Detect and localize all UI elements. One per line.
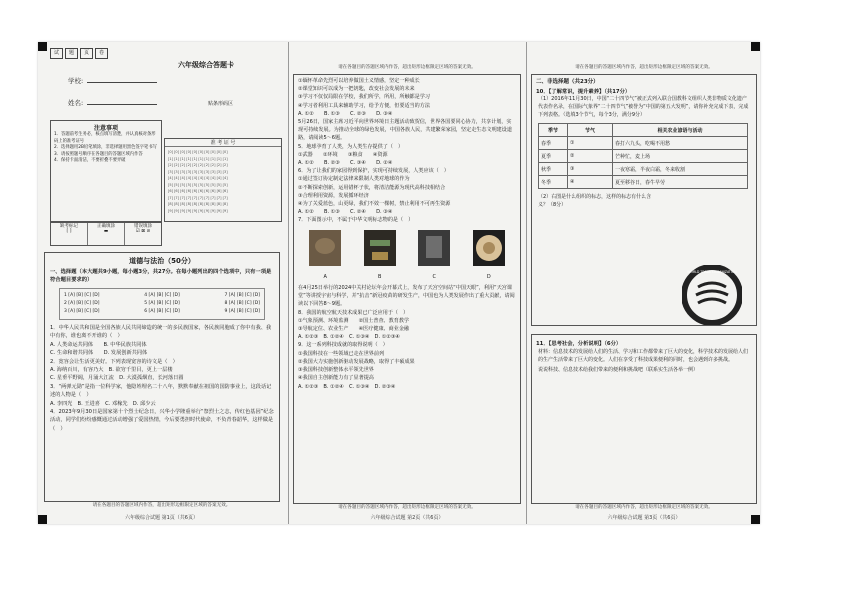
proverb-cell: 春打六九头，吃喝不用愁 <box>613 137 748 150</box>
q10-part2: （2）右图是什么组织的标志，这样的标志有什么含义？（8分） <box>538 194 652 209</box>
table-header: 节气 <box>568 124 613 137</box>
notice-item: 4．保持卡面清洁，不要折叠不要弄破 <box>54 158 126 163</box>
absent-mark[interactable]: 缺考标记 [ ] <box>51 223 88 245</box>
notice-item: 1．答题前考生务必，核点填写清楚，并认真核对条形码上的准考证号 <box>54 132 156 144</box>
answer-area <box>531 74 757 326</box>
question-text: ③学习不仅仅局限在学校，我们所学，所用，所触都是学习 <box>298 94 430 101</box>
question-text: 5月26日，国家主席习近平向世界环境日主题活动致贺信，世界各国要同心协力，共享计划，实现可持续发展。为推动全球的绿色发展，中国各族人民，共建繁荣家园，坚定走生态文明建设道路，请阅读5～6题。 <box>298 119 512 142</box>
q11-text: 材料：信息技术的发展给人们的生活、学习和工作都带来了巨大的变化，科学技术的发展给人们的生产生活带来了巨大的变化。人们在享受了科技成果便利的同时，也会遇到许多挑战。 <box>538 349 749 363</box>
subject-title: 道德与法治（50分） <box>129 257 195 265</box>
answer-area <box>293 74 521 504</box>
answer-item[interactable]: 4 [A] [B] [C] [D] <box>144 293 180 298</box>
page-footer: 六年级综合试题 第2页（共6页） <box>370 515 444 521</box>
answer-item[interactable]: 2 [A] [B] [C] [D] <box>64 301 100 306</box>
exam-number-grid <box>164 138 282 222</box>
q11-ask: 说说科技、信息技术给我们带来的便利和挑战吧（联系实生活各举一例） <box>538 366 699 373</box>
notice-title: 注意事项 <box>93 125 118 132</box>
question-block <box>45 322 279 435</box>
season-cell: 春季 <box>539 137 568 150</box>
notice-item: 3．请按照题号顺序在各题目的答题区域内作答 <box>54 151 143 157</box>
table-header: 季节 <box>539 124 568 137</box>
question-text: ②不断探索创新，运用错杯子状，将清洁能源为现代高科技相结合 <box>298 184 446 191</box>
section2-title: 二、非选择题（共23分） <box>536 79 599 85</box>
table-row <box>539 163 748 176</box>
logo-text: WORLD TRADE ORGANIZATION <box>687 270 737 274</box>
question-text: C. 星垂平野阔，月涌大江流 D. 大漠孤烟直，长河落日圆 <box>50 375 184 382</box>
answer-sheet <box>38 42 760 524</box>
question-text: ①武器 ②环境 ③粮食 ④资源 <box>298 151 388 158</box>
question-text: 3．“两弹元勋”是指一位科学家，他隐姓埋名二十八年，默默奉献在祖国的国防事业上，这段话记述的人物是（ ） <box>50 383 272 399</box>
question-text: ③合理利用资源，发展循环经济 <box>298 192 369 199</box>
column-1 <box>38 42 285 524</box>
artifact-image: A <box>305 228 345 281</box>
question-text: 在4月25日举行的2024中关村论坛年会开幕式上，发布了天宫空间站“中国天眼”，利用“天宫课堂”等讲授宇宙与科学，并“抗击”新冠疫苗的研发生产，中国也为人类发展作出了重大贡献，请阅读以下回答8～9题。 <box>298 285 515 308</box>
school-label: 学校: <box>68 76 157 85</box>
q11-title: 11．【思考社会，分析说明】（6分） <box>536 341 622 347</box>
artifact-image: D <box>469 228 509 281</box>
correct-fill-sample: 正确填涂 ▬ <box>88 223 125 245</box>
card-title: 六年级综合答题卡 <box>178 61 234 69</box>
top-button: 题 <box>65 48 78 59</box>
exam-no-label: 准 考 证 号 <box>165 139 281 147</box>
term-cell[interactable]: ② <box>568 150 613 163</box>
question-text: A. ①② B. ②③ C. ③④ D. ②④ <box>298 160 393 167</box>
artifact-images <box>298 228 516 281</box>
answer-item[interactable]: 6 [A] [B] [C] [D] <box>144 309 180 314</box>
q10-title: 10．【了解常识，提升素养】（共17分） <box>536 89 631 95</box>
number-bubbles: [0] [0] [0] [0] [0] [0] [0] [0] [0] [0] [1] [1] [1] [1] [1] [1] [1] [1] [1] [1] [2] [2] [2] [2] [2] [2] [2] [2] [2] [2] [3] [3] [3] [3] [3] [3] [3] [3] [3] [3] [4] [4] [4] [4] [4] [4] [4] [4] [4] [4] [5] [5] [5] [5] [5] [5] [5] [5] [5] [5] [6] [6] [6] [6] [6] [6] [6] [6] [6] [6] [7] [7] [7] [7] [7] [7] [7] [7] [7] [7] [8] [8] [8] [8] [8] [8] [8] [8] [8] [8] [9] [9] [9] [9] [9] [9] [9] [9] [9] [9] <box>168 150 228 213</box>
page-footer: 六年级综合试题 第1页（共6页） <box>125 515 198 521</box>
question-text: A. ①②③ B. ①②④ C. ①③④ D. ②③④ <box>298 383 396 390</box>
answer-row <box>64 292 260 300</box>
table-row <box>539 137 748 150</box>
question-text: C. 生命和谐共同体 D. 发展创新共同体 <box>50 350 148 357</box>
subject-section <box>44 252 280 502</box>
section1-title: 一、选择题（本大题共9小题，每小题3分，共27分。在每小题列出的四个选项中，只有一项是符合题目要求的） <box>50 269 272 283</box>
artifact-image: B <box>360 228 400 281</box>
top-button: 试 <box>50 48 63 59</box>
table-row <box>539 150 748 163</box>
area-notice: 请在各题目的答题区域内作答，超出矩形边框限定区域的答案无效。 <box>338 65 476 70</box>
question-text: ②我国大力实施创新驱动发展战略，取得了丰硕成果 <box>298 358 415 365</box>
top-button: 卷 <box>95 48 108 59</box>
wrong-fill-sample: 错误填涂 ☑ ⊠ ⊘ <box>134 224 152 234</box>
column-2 <box>288 42 525 524</box>
answer-item[interactable]: 9 [A] [B] [C] [D] <box>224 309 260 314</box>
question-text: ①我国科技在一些领域已走在世界前列 <box>298 350 385 357</box>
proverb-cell: 一夜寒霜，半夜白霜，冬来收割 <box>613 163 748 176</box>
term-cell[interactable]: ④ <box>568 176 613 189</box>
answer-item[interactable]: 3 [A] [B] [C] [D] <box>64 309 100 314</box>
answer-row <box>64 300 260 308</box>
season-cell: 秋季 <box>539 163 568 176</box>
answer-item[interactable]: 7 [A] [B] [C] [D] <box>224 293 260 298</box>
barcode-area: 贴条形码区 <box>208 101 234 107</box>
question-text: A. ①② B. ①③ C. ②③ D. ③④ <box>298 110 393 117</box>
term-cell[interactable]: ③ <box>568 163 613 176</box>
question-text: 7．下面图示中，不属于中华文明标志物的是（ ） <box>298 217 414 224</box>
proverb-cell: 芒种忙，麦上场 <box>613 150 748 163</box>
question-text: A. 海纳百川，有容乃大 B. 欲穷千里目，更上一层楼 <box>50 367 173 374</box>
answer-item[interactable]: 5 [A] [B] [C] [D] <box>144 301 180 306</box>
area-notice: 请在各题目的答题区域内作答，超出矩形边框限定区域的答案无效。 <box>575 505 713 510</box>
question-text: 9．这一系列科技成就的取得说明（ ） <box>298 342 388 349</box>
mask-icon <box>360 228 400 270</box>
question-text: ①通过签订协定制定法律来限制人类对地球的作为 <box>298 176 410 183</box>
proverb-cell: 夏至移谷日，春牛早劳 <box>613 176 748 189</box>
wto-logo-icon <box>682 265 742 325</box>
question-text: ④我国自主创新能力有了显著提高 <box>298 375 374 382</box>
question-text: 2．宽容会让生活更美好。下列表现宽容的诗文是（ ） <box>50 358 178 365</box>
question-block <box>294 75 520 393</box>
term-cell[interactable]: ① <box>568 137 613 150</box>
name-label: 姓名: <box>68 98 157 107</box>
answer-row <box>64 308 260 316</box>
area-notice: 请在各题目的答题区域内作答，超出矩形边框限定区域的答案无效。 <box>575 65 713 70</box>
table-header: 相关农业谚语与活动 <box>613 124 748 137</box>
mark-legend <box>50 222 162 246</box>
question-text: A. 李四光 B. 王进喜 C. 邓稼先 D. 邱少云 <box>50 400 156 407</box>
question-text: ①缅怀革命先烈可以培养做国土义情感，坚定一种成长 <box>298 78 420 84</box>
question-text: ④为了关爱蓝色，山更绿，我们不效一棵树，禁止利用不可再生资源 <box>298 201 451 208</box>
area-notice: 请在各题目的答题区域内作答，超出矩形边框限定区域的答案无效。 <box>92 503 231 508</box>
question-text: 8．我国的航空航天技术成果已广泛应用于（ ） <box>298 309 409 316</box>
season-cell: 夏季 <box>539 150 568 163</box>
seal-icon <box>414 228 454 270</box>
page-footer: 六年级综合试题 第3页（共6页） <box>607 515 681 521</box>
question-text: ②课堂知识可以成为一把钥匙，改变社会发展的未来 <box>298 86 415 93</box>
question-text: ①气象预测、环境监测 ②国土普查、教育教学 <box>298 317 410 324</box>
column-3 <box>526 42 760 524</box>
question-text: A. 人类命运共同体 B. 中华民族共同体 <box>50 341 147 348</box>
question-text: ③我国科技创新整体水平领先世界 <box>298 367 374 374</box>
question-text: A. ①②③ B. ①②④ C. ①③④ D. ①②③④ <box>298 334 400 341</box>
season-cell: 冬季 <box>539 176 568 189</box>
top-button: 页 <box>80 48 93 59</box>
question-text: 1．中华人民共和国是全国各族人民共同缔造的统一的多民族国家，各民族同胞成了你中有我、我中有你，谁也离不开谁的（ ） <box>50 325 272 340</box>
bronze-mask-icon <box>305 228 345 270</box>
artifact-image: C <box>414 228 454 281</box>
notice-box <box>50 120 162 222</box>
table-row <box>539 176 748 189</box>
area-notice: 请在各题目的答题区域内作答，超出矩形边框限定区域的答案无效。 <box>338 505 476 510</box>
q10-text: （1）2016年11月30日，中国“二十四节气”被正式列入联合国教科文组织人类非物质文化遗产代表作名录，在国际气象界“二十四节气”被誉为“中国的第五大发明”，请你补充完成下表，完成下列表格。（选填3个节气，每个3分，满分9分） <box>538 96 749 118</box>
question-text: A. ①② B. ①③ C. ②④ D. ③④ <box>298 209 393 216</box>
question-text: ④学习者利用工具来辅助学习，给予方便，但要适当的方法 <box>298 102 430 109</box>
q11-area <box>531 334 757 504</box>
answer-item[interactable]: 8 [A] [B] [C] [D] <box>224 301 260 306</box>
notice-item: 2．选择题用2B铅笔填涂，非选择题用黑色签字笔书写 <box>54 145 157 150</box>
answer-bubbles <box>59 288 265 320</box>
shell-fossil-icon <box>469 228 509 270</box>
solar-terms-table <box>538 123 748 189</box>
table-header-row <box>539 124 748 137</box>
question-text: 6．为了让我们的家园得到保护，实现可持续发展，人类应该（ ） <box>298 168 449 175</box>
question-text: 5．地球孕育了人类，为人类生存提供了（ ） <box>298 143 404 150</box>
question-text: ③导航定位、农业生产 ④医疗健康、商业金融 <box>298 326 410 333</box>
answer-item[interactable]: 1 [A] [B] [C] [D] <box>64 293 100 298</box>
top-buttons <box>50 48 108 59</box>
question-text: 4．2023年9月30日是国家第十个烈士纪念日，兴华小学隆重举行“祭烈士之志，传红色基因”纪念活动，同学们纷纷感慨通过活动增强了爱国热情，今后要勇担时代使命，不负青春韶华，这样做是（ ） <box>50 409 274 432</box>
